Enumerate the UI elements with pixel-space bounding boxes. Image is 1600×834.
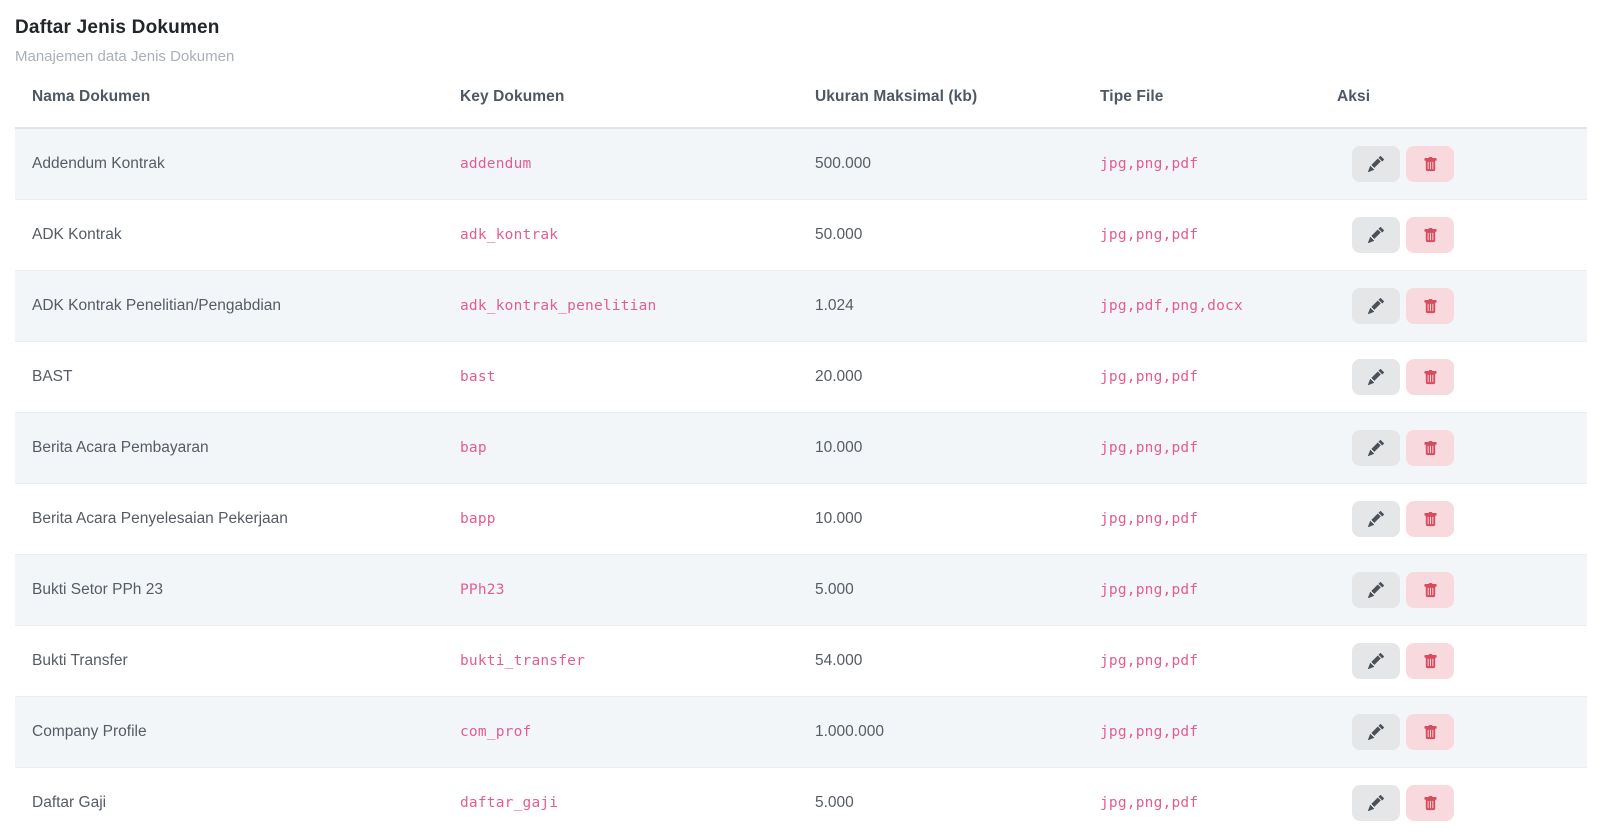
document-name-cell: ADK Kontrak <box>15 200 443 271</box>
edit-button[interactable] <box>1352 501 1400 537</box>
table-row <box>15 626 1587 697</box>
edit-button[interactable] <box>1352 572 1400 608</box>
document-name-cell: Bukti Transfer <box>15 626 443 697</box>
actions-cell <box>1320 128 1587 200</box>
file-types: jpg,png,pdf <box>1100 724 1199 740</box>
file-types: jpg,png,pdf <box>1100 511 1199 527</box>
action-buttons <box>1352 430 1570 466</box>
actions-cell <box>1320 342 1587 413</box>
action-buttons <box>1352 359 1570 395</box>
actions-cell <box>1320 200 1587 271</box>
delete-button[interactable] <box>1406 785 1454 821</box>
delete-button[interactable] <box>1406 288 1454 324</box>
document-key: addendum <box>460 156 532 172</box>
delete-button[interactable] <box>1406 572 1454 608</box>
action-buttons <box>1352 146 1570 182</box>
document-key-cell <box>443 697 798 768</box>
document-name-cell: Daftar Gaji <box>15 768 443 834</box>
trash-icon <box>1423 796 1438 811</box>
max-size-cell: 10.000 <box>798 484 1083 555</box>
edit-button[interactable] <box>1352 714 1400 750</box>
column-header-nama-dokumen: Nama Dokumen <box>15 67 443 128</box>
edit-button[interactable] <box>1352 146 1400 182</box>
document-key-cell <box>443 342 798 413</box>
actions-cell <box>1320 484 1587 555</box>
document-key: PPh23 <box>460 582 505 598</box>
document-key: bast <box>460 369 496 385</box>
document-key: bap <box>460 440 487 456</box>
document-key-cell <box>443 413 798 484</box>
table-row <box>15 271 1587 342</box>
file-types: jpg,png,pdf <box>1100 369 1199 385</box>
max-size-cell: 1.024 <box>798 271 1083 342</box>
pencil-icon <box>1368 511 1384 527</box>
table-row <box>15 697 1587 768</box>
file-types-cell <box>1083 626 1320 697</box>
document-name-cell: Company Profile <box>15 697 443 768</box>
action-buttons <box>1352 714 1570 750</box>
file-types-cell <box>1083 271 1320 342</box>
delete-button[interactable] <box>1406 501 1454 537</box>
file-types: jpg,png,pdf <box>1100 227 1199 243</box>
edit-button[interactable] <box>1352 643 1400 679</box>
file-types-cell <box>1083 413 1320 484</box>
table-row <box>15 200 1587 271</box>
pencil-icon <box>1368 369 1384 385</box>
max-size-cell: 10.000 <box>798 413 1083 484</box>
table-header <box>15 67 1587 128</box>
table-row <box>15 555 1587 626</box>
file-types-cell <box>1083 128 1320 200</box>
delete-button[interactable] <box>1406 430 1454 466</box>
file-types-cell <box>1083 342 1320 413</box>
max-size-cell: 20.000 <box>798 342 1083 413</box>
file-types: jpg,pdf,png,docx <box>1100 298 1243 314</box>
document-key: daftar_gaji <box>460 795 559 811</box>
pencil-icon <box>1368 440 1384 456</box>
table-row <box>15 413 1587 484</box>
action-buttons <box>1352 643 1570 679</box>
document-key-cell <box>443 128 798 200</box>
action-buttons <box>1352 572 1570 608</box>
max-size-cell: 500.000 <box>815 155 872 172</box>
file-types-cell <box>1083 484 1320 555</box>
delete-button[interactable] <box>1406 217 1454 253</box>
document-name-cell: Addendum Kontrak <box>32 155 165 172</box>
max-size-cell: 1.000.000 <box>798 697 1083 768</box>
trash-icon <box>1423 654 1438 669</box>
actions-cell <box>1320 271 1587 342</box>
actions-cell <box>1320 413 1587 484</box>
pencil-icon <box>1368 227 1384 243</box>
actions-cell <box>1320 626 1587 697</box>
document-name-cell: Berita Acara Penyelesaian Pekerjaan <box>15 484 443 555</box>
trash-icon <box>1423 299 1438 314</box>
document-key: bukti_transfer <box>460 653 586 669</box>
actions-cell <box>1320 768 1587 834</box>
file-types: jpg,png,pdf <box>1100 653 1199 669</box>
edit-button[interactable] <box>1352 359 1400 395</box>
page-subtitle: Manajemen data Jenis Dokumen <box>15 48 235 65</box>
file-types-cell <box>1083 555 1320 626</box>
action-buttons <box>1352 785 1570 821</box>
pencil-icon <box>1368 795 1384 811</box>
actions-cell <box>1320 697 1587 768</box>
page-title: Daftar Jenis Dokumen <box>15 17 220 38</box>
edit-button[interactable] <box>1352 785 1400 821</box>
file-types: jpg,png,pdf <box>1100 156 1199 172</box>
edit-button[interactable] <box>1352 288 1400 324</box>
file-types-cell <box>1083 768 1320 834</box>
max-size-cell: 50.000 <box>798 200 1083 271</box>
document-key: adk_kontrak_penelitian <box>460 298 657 314</box>
document-key-cell <box>443 484 798 555</box>
column-header-ukuran-maksimal: Ukuran Maksimal (kb) <box>798 67 1083 128</box>
trash-icon <box>1423 512 1438 527</box>
column-header-key-dokumen: Key Dokumen <box>443 67 798 128</box>
max-size-cell: 54.000 <box>798 626 1083 697</box>
delete-button[interactable] <box>1406 714 1454 750</box>
document-name-cell: ADK Kontrak Penelitian/Pengabdian <box>15 271 443 342</box>
pencil-icon <box>1368 582 1384 598</box>
document-key-cell <box>443 626 798 697</box>
document-types-table <box>15 67 1587 834</box>
table-body <box>15 128 1587 834</box>
document-key: adk_kontrak <box>460 227 559 243</box>
action-buttons <box>1352 217 1570 253</box>
file-types-cell <box>1083 200 1320 271</box>
file-types: jpg,png,pdf <box>1100 440 1199 456</box>
delete-button[interactable] <box>1406 359 1454 395</box>
document-name-cell: Berita Acara Pembayaran <box>15 413 443 484</box>
document-key-cell <box>443 271 798 342</box>
trash-icon <box>1423 725 1438 740</box>
table-row <box>15 128 1587 200</box>
pencil-icon <box>1368 653 1384 669</box>
table-row <box>15 342 1587 413</box>
document-name-cell: Bukti Setor PPh 23 <box>15 555 443 626</box>
max-size-cell: 5.000 <box>798 768 1083 834</box>
trash-icon <box>1423 228 1438 243</box>
column-header-tipe-file: Tipe File <box>1083 67 1320 128</box>
document-key-cell <box>443 555 798 626</box>
document-key-cell <box>443 768 798 834</box>
pencil-icon <box>1368 298 1384 314</box>
trash-icon <box>1423 441 1438 456</box>
file-types: jpg,png,pdf <box>1100 582 1199 598</box>
delete-button[interactable] <box>1406 643 1454 679</box>
document-key: bapp <box>460 511 496 527</box>
trash-icon <box>1423 370 1438 385</box>
trash-icon <box>1423 583 1438 598</box>
actions-cell <box>1320 555 1587 626</box>
pencil-icon <box>1368 724 1384 740</box>
document-name-cell: BAST <box>15 342 443 413</box>
table-row <box>15 484 1587 555</box>
action-buttons <box>1352 501 1570 537</box>
pencil-icon <box>1368 156 1384 172</box>
table-row <box>15 768 1587 834</box>
max-size-cell: 5.000 <box>798 555 1083 626</box>
trash-icon <box>1423 157 1438 172</box>
column-header-aksi: Aksi <box>1320 67 1587 128</box>
file-types: jpg,png,pdf <box>1100 795 1199 811</box>
edit-button[interactable] <box>1352 217 1400 253</box>
document-key: com_prof <box>460 724 532 740</box>
delete-button[interactable] <box>1406 146 1454 182</box>
document-key-cell <box>443 200 798 271</box>
edit-button[interactable] <box>1352 430 1400 466</box>
action-buttons <box>1352 288 1570 324</box>
file-types-cell <box>1083 697 1320 768</box>
